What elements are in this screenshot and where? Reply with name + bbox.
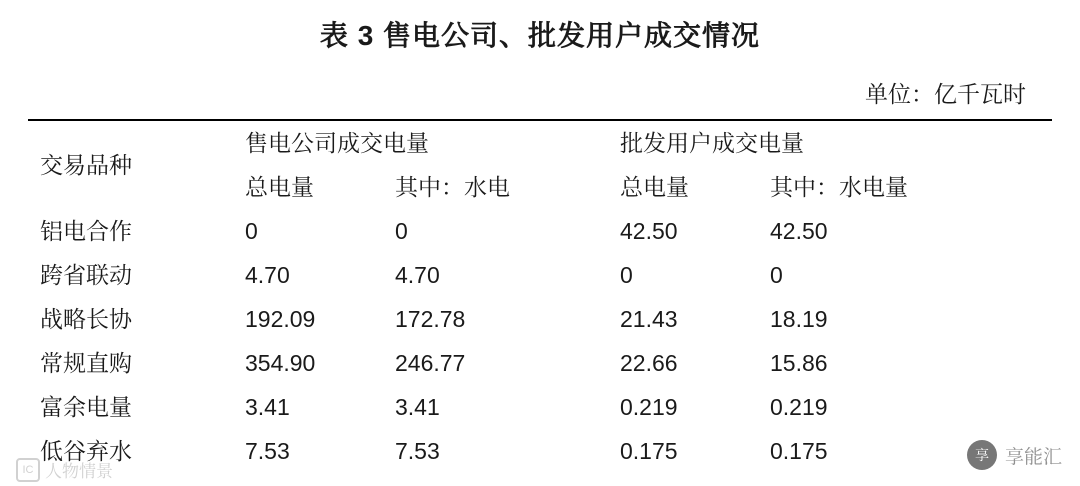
table-row (28, 253, 1052, 297)
table-row (28, 297, 1052, 341)
unit-note: 单位：亿千瓦时 (865, 81, 1026, 107)
watermark-source-icon: IC (16, 458, 40, 482)
watermark-source (16, 457, 113, 482)
watermark-brand (967, 440, 1062, 470)
cell-retailer-total: 4.70 (245, 262, 290, 288)
cell-retailer-hydro: 246.77 (395, 350, 466, 376)
table-header-group-row (28, 120, 1052, 165)
cell-wholesale-total: 42.50 (620, 218, 678, 244)
watermark-logo-icon: 享 (967, 440, 997, 470)
row-category: 铝电合作 (40, 218, 132, 244)
table-row (28, 209, 1052, 253)
row-category: 常规直购 (40, 350, 132, 376)
sub-header-wholesale-hydro: 其中：水电量 (770, 174, 908, 200)
table-row (28, 429, 1052, 473)
cell-wholesale-hydro: 42.50 (770, 218, 828, 244)
page-title: 表 3 售电公司、批发用户成交情况 (319, 20, 761, 51)
cell-retailer-total: 354.90 (245, 350, 316, 376)
cell-retailer-total: 0 (245, 218, 258, 244)
watermark-source-label: 人物情景 (45, 462, 113, 481)
cell-retailer-total: 7.53 (245, 438, 290, 464)
sub-header-retailer-hydro: 其中：水电 (395, 174, 510, 200)
cell-wholesale-total: 0.175 (620, 438, 678, 464)
row-category: 战略长协 (40, 306, 132, 332)
group-header-retailer: 售电公司成交电量 (245, 130, 429, 156)
group-header-wholesale: 批发用户成交电量 (620, 130, 804, 156)
cell-wholesale-total: 22.66 (620, 350, 678, 376)
row-category: 跨省联动 (40, 262, 132, 288)
cell-retailer-hydro: 0 (395, 218, 408, 244)
cell-retailer-hydro: 3.41 (395, 394, 440, 420)
table-row (28, 341, 1052, 385)
cell-wholesale-hydro: 0 (770, 262, 783, 288)
table-row (28, 385, 1052, 429)
sub-header-wholesale-total: 总电量 (620, 174, 689, 200)
row-header-label: 交易品种 (40, 152, 132, 178)
watermark-label: 享能汇 (1004, 446, 1062, 468)
table-body (28, 209, 1052, 473)
row-category: 低谷弃水 (40, 438, 132, 464)
cell-retailer-total: 192.09 (245, 306, 316, 332)
cell-wholesale-hydro: 0.175 (770, 438, 828, 464)
sub-header-retailer-total: 总电量 (245, 174, 314, 200)
cell-wholesale-hydro: 0.219 (770, 394, 828, 420)
cell-wholesale-total: 0 (620, 262, 633, 288)
table-header (28, 120, 1052, 209)
cell-wholesale-total: 21.43 (620, 306, 678, 332)
cell-wholesale-hydro: 18.19 (770, 306, 828, 332)
row-category: 富余电量 (40, 394, 132, 420)
cell-wholesale-total: 0.219 (620, 394, 678, 420)
cell-retailer-hydro: 7.53 (395, 438, 440, 464)
cell-wholesale-hydro: 15.86 (770, 350, 828, 376)
cell-retailer-total: 3.41 (245, 394, 290, 420)
cell-retailer-hydro: 4.70 (395, 262, 440, 288)
cell-retailer-hydro: 172.78 (395, 306, 466, 332)
transaction-summary-table (28, 119, 1052, 473)
